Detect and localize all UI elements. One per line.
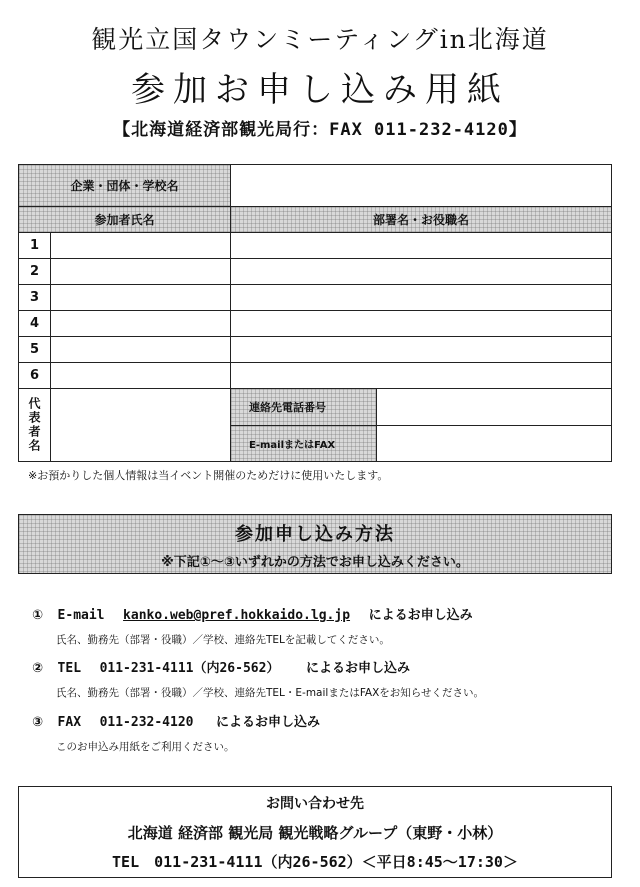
representative-name-field[interactable]: [51, 389, 231, 462]
method-subtitle: ※下記①～③いずれかの方法でお申し込みください。: [161, 555, 469, 570]
participant-name-field[interactable]: [51, 311, 231, 337]
method-note: 氏名、勤務先（部署・役職）／学校、連絡先TELを記載してください。: [56, 634, 390, 646]
dept-title-field[interactable]: [231, 363, 612, 389]
contact-box: [18, 786, 612, 878]
fax-destination: 【北海道経済部観光局行：FAX 011-232-4120】: [113, 120, 527, 140]
method-kind: E-mail: [57, 608, 105, 623]
application-form-table: [18, 164, 612, 462]
tel-number: 011-231-4111（内26-562）: [99, 661, 280, 676]
method-tel: [32, 657, 410, 676]
fax-number: 011-232-4120: [99, 715, 194, 730]
participant-name-field[interactable]: [51, 259, 231, 285]
phone-label: 連絡先電話番号: [231, 389, 377, 426]
method-kind: TEL: [57, 661, 82, 676]
row-number: 5: [19, 337, 51, 363]
participant-name-field[interactable]: [51, 233, 231, 259]
representative-label-cell: [19, 389, 51, 462]
marker: ①: [32, 608, 44, 623]
representative-label: 代表者名: [27, 397, 41, 453]
dept-title-header: 部署名・お役職名: [231, 207, 612, 233]
method-suffix: によるお申し込み: [216, 715, 321, 730]
contact-tel: TEL 011-231-4111（内26-562）＜平日8:45～17:30＞: [112, 853, 518, 871]
participant-name-field[interactable]: [51, 337, 231, 363]
method-email: [32, 604, 473, 623]
dept-title-field[interactable]: [231, 311, 612, 337]
email-fax-label: E-mailまたはFAX: [231, 426, 377, 462]
dept-title-field[interactable]: [231, 337, 612, 363]
row-number: 4: [19, 311, 51, 337]
dept-title-field[interactable]: [231, 285, 612, 311]
dept-title-field[interactable]: [231, 259, 612, 285]
org-name-field[interactable]: [231, 165, 612, 207]
org-name-label: 企業・団体・学校名: [19, 165, 231, 207]
participant-name-header: 参加者氏名: [19, 207, 231, 233]
row-number: 2: [19, 259, 51, 285]
phone-field[interactable]: [377, 389, 612, 426]
method-suffix: によるお申し込み: [368, 608, 473, 623]
method-box: [18, 514, 612, 574]
contact-org: 北海道 経済部 観光局 観光戦略グループ（東野・小林）: [127, 824, 503, 842]
marker: ③: [32, 715, 44, 730]
method-fax: [32, 711, 320, 730]
marker: ②: [32, 661, 44, 676]
row-number: 3: [19, 285, 51, 311]
email-fax-field[interactable]: [377, 426, 612, 462]
row-number: 1: [19, 233, 51, 259]
email-link[interactable]: kanko.web@pref.hokkaido.lg.jp: [123, 608, 351, 623]
row-number: 6: [19, 363, 51, 389]
method-note: このお申込み用紙をご利用ください。: [56, 741, 235, 753]
method-note: 氏名、勤務先（部署・役職）／学校、連絡先TEL・E-mailまたはFAXをお知らせください。: [56, 687, 484, 699]
dept-title-field[interactable]: [231, 233, 612, 259]
participant-name-field[interactable]: [51, 285, 231, 311]
method-kind: FAX: [57, 715, 82, 730]
method-suffix: によるお申し込み: [305, 661, 410, 676]
privacy-note: ※お預かりした個人情報は当イベント開催のためだけに使用いたします。: [28, 469, 389, 482]
participant-name-field[interactable]: [51, 363, 231, 389]
method-title: 参加申し込み方法: [235, 524, 395, 545]
contact-title: お問い合わせ先: [266, 796, 364, 812]
form-title: 参加お申し込み用紙: [131, 70, 509, 110]
event-title: 観光立国タウンミーティングin北海道: [91, 25, 549, 54]
